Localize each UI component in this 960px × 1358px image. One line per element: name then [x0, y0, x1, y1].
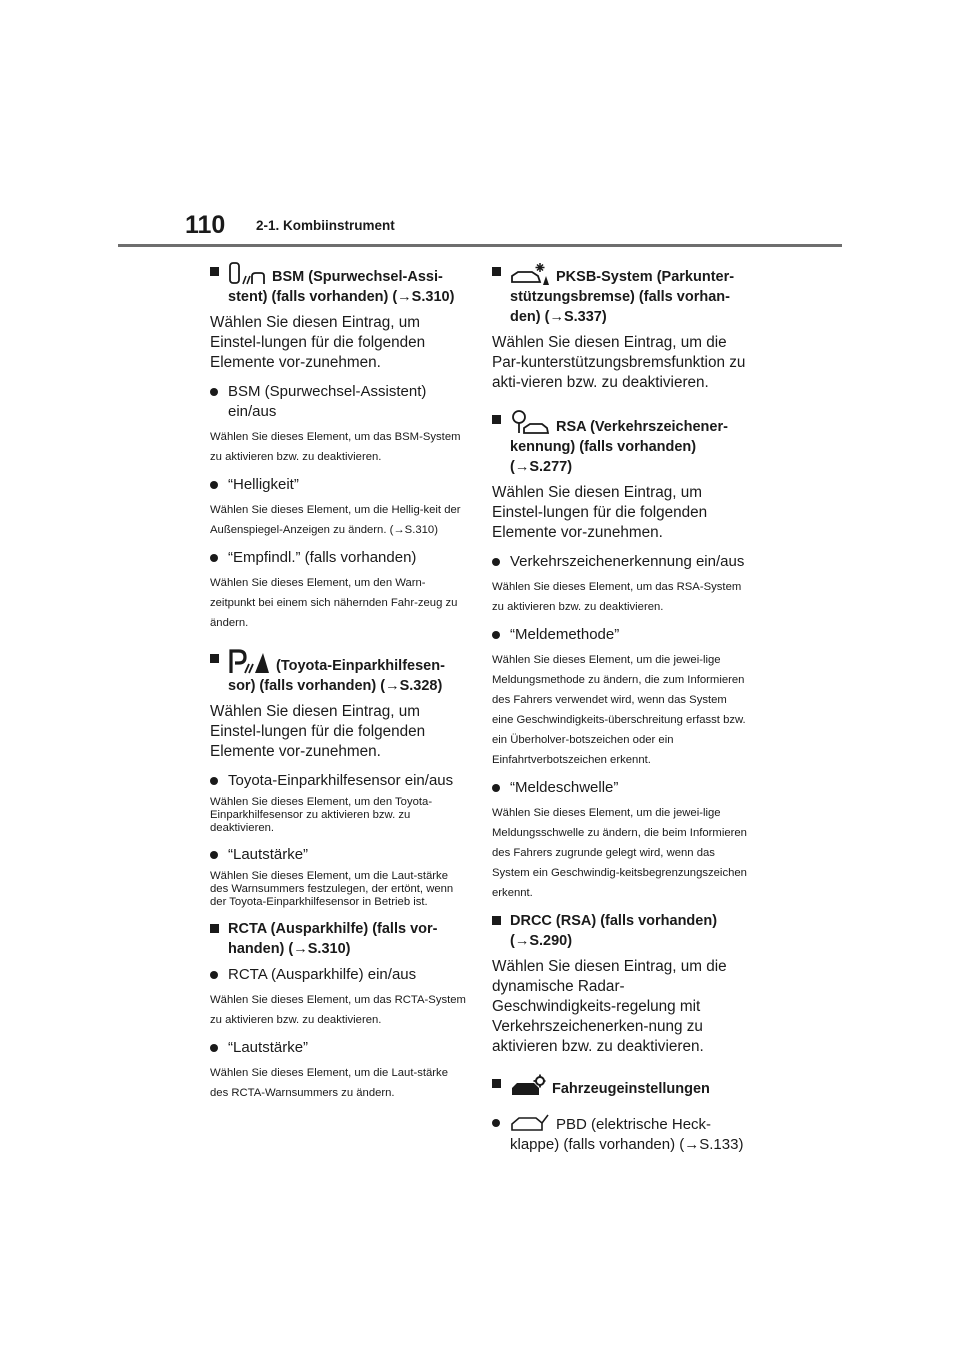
bsm-icon — [228, 262, 266, 286]
rcta-heading — [210, 919, 466, 959]
bsm-item-onoff: BSM (Spurwechsel-Assistent) ein/aus — [210, 382, 466, 422]
rsa-item-onoff: Verkehrszeichenerkennung ein/aus — [492, 552, 748, 572]
square-bullet — [492, 916, 501, 925]
power-back-door-icon — [510, 1113, 550, 1133]
rsa-item-threshold: “Meldeschwelle” — [492, 778, 748, 798]
bsm-intro: Wählen Sie diesen Eintrag, um Einstel-lungen für die folgenden Elemente vor-zunehmen. — [210, 314, 426, 371]
rcta-title: RCTA (Ausparkhilfe) (falls vor-handen) (→S.310) — [228, 921, 438, 957]
page-number: 110 — [185, 211, 226, 239]
bsm-heading — [210, 262, 466, 307]
section-title: 2-1. Kombiinstrument — [256, 218, 395, 233]
drcc-title: DRCC (RSA) (falls vorhanden) (→S.290) — [510, 913, 718, 949]
pksb-title: PKSB-System (Parkunter-stützungsbremse) (falls vorhan-den) (→S.337) — [510, 269, 735, 325]
rcta-item-volume: “Lautstärke” — [210, 1038, 466, 1058]
rsa-title: RSA (Verkehrszeichener-kennung) (falls vorhanden) (→S.277) — [510, 419, 728, 475]
parking-heading — [210, 649, 466, 696]
rsa-heading — [492, 410, 748, 477]
drcc-heading — [492, 911, 748, 951]
bsm-title: BSM (Spurwechsel-Assi-stent) (falls vorhanden) (→S.310) — [228, 269, 455, 305]
rsa-intro: Wählen Sie diesen Eintrag, um Einstel-lungen für die folgenden Elemente vor-zunehmen. — [492, 484, 708, 541]
square-bullet — [492, 415, 501, 424]
rsa-icon — [510, 410, 550, 436]
parking-intro: Wählen Sie diesen Eintrag, um Einstel-lungen für die folgenden Elemente vor-zunehmen. — [210, 703, 426, 760]
right-column — [492, 262, 748, 1160]
bsm-item-sensitivity-desc: Wählen Sie dieses Element, um den Warn-zeitpunkt bei einem sich nähernden Fahr-zeug zu ändern. — [210, 577, 458, 629]
drcc-intro: Wählen Sie diesen Eintrag, um die dynamische Radar-Geschwindigkeits-regelung mit Verkehrszeichenerken-nung zu aktivieren bzw. zu deaktivieren. — [492, 958, 727, 1055]
parking-item-onoff: Toyota-Einparkhilfesensor ein/aus — [210, 771, 466, 791]
left-column — [210, 262, 466, 1111]
square-bullet — [492, 1079, 501, 1088]
bsm-item-onoff-desc: Wählen Sie dieses Element, um das BSM-System zu aktivieren bzw. zu deaktivieren. — [210, 431, 461, 463]
parking-item-volume-desc: Wählen Sie dieses Element, um die Laut-stärke des Warnsummers festzulegen, der ertönt, wenn der Toyota-Einparkhilfesensor in Betrieb ist. — [210, 870, 454, 908]
header-rule — [118, 244, 842, 247]
rsa-item-method: “Meldemethode” — [492, 625, 748, 645]
square-bullet — [210, 267, 219, 276]
rsa-item-method-desc: Wählen Sie dieses Element, um die jewei-lige Meldungsmethode zu ändern, die zum Informieren des Fahrers verwendet wird, wenn das System eine Geschwindigkeits-überschreitung erfasst bzw. ein Überholver-botszeichen oder ein Einfahrtverbotszeichen erkennt. — [492, 654, 746, 766]
bsm-item-brightness: “Helligkeit” — [210, 475, 466, 495]
bsm-item-sensitivity: “Empfindl.” (falls vorhanden) — [210, 548, 466, 568]
rcta-item-volume-desc: Wählen Sie dieses Element, um die Laut-stärke des RCTA-Warnsummers zu ändern. — [210, 1067, 448, 1099]
rcta-item-onoff: RCTA (Ausparkhilfe) ein/aus — [210, 965, 466, 985]
rsa-item-onoff-desc: Wählen Sie dieses Element, um das RSA-System zu aktivieren bzw. zu deaktivieren. — [492, 581, 742, 613]
rcta-item-onoff-desc: Wählen Sie dieses Element, um das RCTA-System zu aktivieren bzw. zu deaktivieren. — [210, 994, 466, 1026]
vehicle-settings-heading — [492, 1074, 748, 1099]
parking-title: (Toyota-Einparkhilfesen-sor) (falls vorhanden) (→S.328) — [228, 658, 445, 694]
square-bullet — [210, 924, 219, 933]
vehicle-settings-icon — [510, 1074, 546, 1098]
pksb-icon — [510, 262, 550, 286]
square-bullet — [492, 267, 501, 276]
parking-item-volume: “Lautstärke” — [210, 845, 466, 865]
pksb-heading — [492, 262, 748, 327]
rsa-item-threshold-desc: Wählen Sie dieses Element, um die jewei-lige Meldungsschwelle zu ändern, die beim Informieren des Fahrers zugrunde gelegt wird, wenn das System ein Geschwindig-keitsbegrenzungszeichen erkennt. — [492, 807, 747, 899]
vehicle-settings-title: Fahrzeugeinstellungen — [552, 1081, 710, 1097]
bsm-item-brightness-desc: Wählen Sie dieses Element, um die Hellig-keit der Außenspiegel-Anzeigen zu ändern. (→S.310) — [210, 504, 461, 536]
square-bullet — [210, 654, 219, 663]
pbd-item: PBD (elektrische Heck-klappe) (falls vorhanden) (→S.133) — [492, 1113, 748, 1155]
parking-sensor-icon — [228, 649, 270, 675]
pksb-intro: Wählen Sie diesen Eintrag, um die Par-kunterstützungsbremsfunktion zu akti-vieren bzw. zu deaktivieren. — [492, 334, 746, 391]
parking-item-onoff-desc: Wählen Sie dieses Element, um den Toyota-Einparkhilfesensor zu aktivieren bzw. zu deaktivieren. — [210, 796, 433, 834]
